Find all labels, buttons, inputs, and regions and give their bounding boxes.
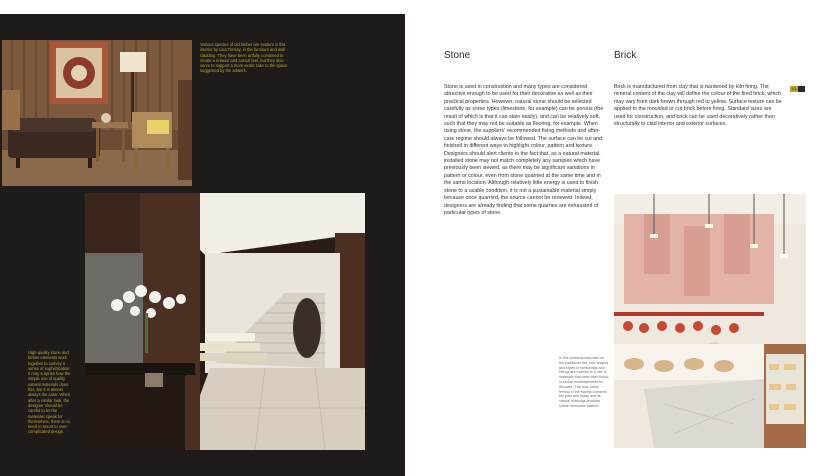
brick-heading: Brick <box>614 50 637 61</box>
stone-body: Stone is used in construction and many types are considered attractive enough to be used for their decorative as well as their practical properties. However, natural stone should be selected carefully as some types (limestone, for example) can be porous (the result of which is that it can stain easily), and can be relatively soft, such that they may not be suitable as flooring, for example. When using stone, the suppliers' recommended fixing methods and after-care regime should always be followed. The surface can be cut and finished in different ways to highlight colour, pattern and texture. Designers should alert clients to the fact that, as a natural material, installed stone may not match completely any samples which have previously been viewed, as there may be significant variations in pattern or colour, even from stone quarried at the same time and in the same location. Although relatively little energy is used to finish stone to a usable condition, it is not a sustainable material simply because once quarried, the source cannot be renewed. Indeed, designers are already finding that some quarries are exhausted of particular types of stone. <box>444 84 604 216</box>
deli-caption: In this contemporary take on the traditional deli, new shapes and styles of furnishings and fittings are married to a use of materials that have been found in similar establishments for decades. The cool, clean feeling of the marble connects the past with today and its natural markings provides subtle decorative pattern. <box>559 356 609 408</box>
deli-interior-photo <box>614 194 806 448</box>
stone-hallway-photo <box>85 193 365 450</box>
page-badge: 01 <box>791 86 797 91</box>
wood-interior-photo <box>2 40 192 186</box>
brick-body: Brick is manufactured from clay that is hardened by kiln firing. The mineral content of the clay will define the colour of the fired brick, which may vary from dark brown through red to yellow. Surface texture can be applied to the moulded or cut brick before firing. Standard sizes are used for construction, and brick can be used decoratively rather than structurally to clad interior and exterior surfaces. <box>614 84 782 128</box>
left-caption-top: Various species of old timber are evident in this interior by Lisa Timsay, in the furniture and wall cladding. They have been artfully combined to create a relaxed and casual feel, but they also serve to support a more exotic take to the space suggested by the artwork. <box>200 42 288 74</box>
page-badge-block <box>798 86 805 92</box>
left-caption-bottom: High-quality stone and timber elements work together to convey a sense of sophistication. It may surprise how the simple use of quality natural materials does this, but it is almost always the case. When after a similar look, the designer should be careful to let the materials speak for themselves; there is no need to resort to over-complicated design. <box>28 350 71 435</box>
stone-heading: Stone <box>444 50 471 61</box>
